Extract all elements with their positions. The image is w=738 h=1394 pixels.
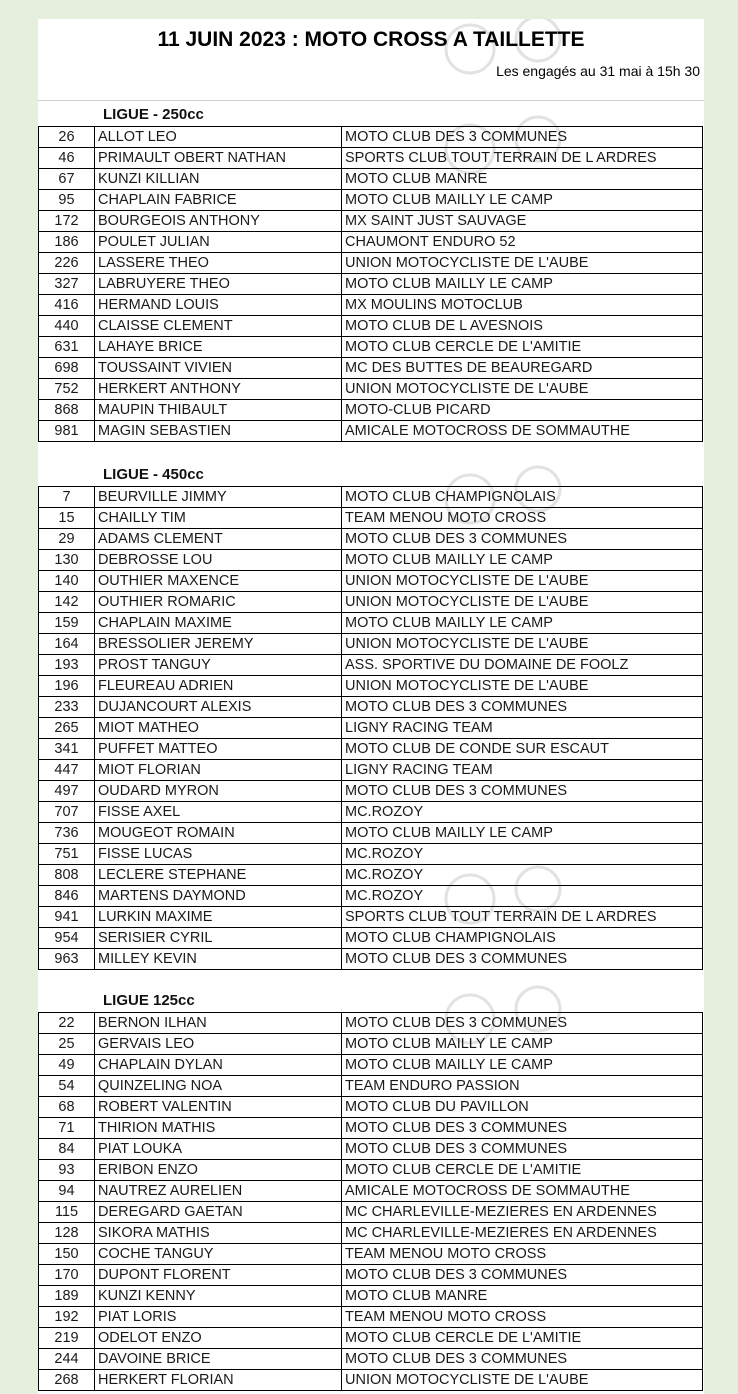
- rider-club: LIGNY RACING TEAM: [342, 760, 703, 781]
- rider-name: DUPONT FLORENT: [95, 1265, 342, 1286]
- rider-club: UNION MOTOCYCLISTE DE L'AUBE: [342, 253, 703, 274]
- rider-name: ODELOT ENZO: [95, 1328, 342, 1349]
- rider-number: 29: [39, 529, 95, 550]
- rider-club: MC.ROZOY: [342, 844, 703, 865]
- entries-table: [38, 486, 703, 970]
- rider-number: 26: [39, 127, 95, 148]
- rider-club: MOTO CLUB DU PAVILLON: [342, 1097, 703, 1118]
- page-title: 11 JUIN 2023 : MOTO CROSS A TAILLETTE: [157, 28, 585, 51]
- table-row: [39, 169, 703, 190]
- rider-number: 95: [39, 190, 95, 211]
- table-row: [39, 1181, 703, 1202]
- rider-club: MOTO CLUB CERCLE DE L'AMITIE: [342, 1328, 703, 1349]
- rider-number: 170: [39, 1265, 95, 1286]
- table-row: [39, 550, 703, 571]
- table-row: [39, 1349, 703, 1370]
- rider-name: ERIBON ENZO: [95, 1160, 342, 1181]
- table-row: [39, 1055, 703, 1076]
- rider-number: 164: [39, 634, 95, 655]
- rider-number: 868: [39, 400, 95, 421]
- rider-number: 93: [39, 1160, 95, 1181]
- rider-name: PUFFET MATTEO: [95, 739, 342, 760]
- rider-number: 7: [39, 487, 95, 508]
- rider-number: 752: [39, 379, 95, 400]
- rider-club: UNION MOTOCYCLISTE DE L'AUBE: [342, 379, 703, 400]
- table-row: [39, 1202, 703, 1223]
- table-row: [39, 337, 703, 358]
- rider-club: MOTO CLUB MAILLY LE CAMP: [342, 1055, 703, 1076]
- table-row: [39, 1013, 703, 1034]
- rider-number: 751: [39, 844, 95, 865]
- section-125cc: [38, 990, 704, 1391]
- rider-name: KUNZI KENNY: [95, 1286, 342, 1307]
- table-row: [39, 907, 703, 928]
- table-row: [39, 697, 703, 718]
- table-row: [39, 1118, 703, 1139]
- rider-club: MOTO CLUB DE L AVESNOIS: [342, 316, 703, 337]
- rider-club: MC CHARLEVILLE-MEZIERES EN ARDENNES: [342, 1202, 703, 1223]
- rider-name: BRESSOLIER JEREMY: [95, 634, 342, 655]
- rider-number: 941: [39, 907, 95, 928]
- rider-name: OUDARD MYRON: [95, 781, 342, 802]
- table-row: [39, 823, 703, 844]
- rider-number: 49: [39, 1055, 95, 1076]
- rider-number: 196: [39, 676, 95, 697]
- table-row: [39, 508, 703, 529]
- table-row: [39, 739, 703, 760]
- divider: [38, 100, 704, 101]
- rider-club: MOTO CLUB MANRE: [342, 169, 703, 190]
- rider-club: MOTO CLUB CHAMPIGNOLAIS: [342, 487, 703, 508]
- rider-number: 25: [39, 1034, 95, 1055]
- rider-club: CHAUMONT ENDURO 52: [342, 232, 703, 253]
- rider-club: LIGNY RACING TEAM: [342, 718, 703, 739]
- rider-number: 94: [39, 1181, 95, 1202]
- rider-club: MOTO CLUB CERCLE DE L'AMITIE: [342, 1160, 703, 1181]
- rider-number: 172: [39, 211, 95, 232]
- table-row: [39, 1139, 703, 1160]
- rider-club: MOTO CLUB MAILLY LE CAMP: [342, 550, 703, 571]
- page-subtitle: Les engagés au 31 mai à 15h 30: [496, 63, 700, 79]
- section-450cc: [38, 464, 704, 970]
- rider-name: MIOT FLORIAN: [95, 760, 342, 781]
- rider-number: 268: [39, 1370, 95, 1391]
- rider-club: SPORTS CLUB TOUT TERRAIN DE L ARDRES: [342, 907, 703, 928]
- rider-club: MOTO CLUB DES 3 COMMUNES: [342, 529, 703, 550]
- table-row: [39, 592, 703, 613]
- rider-name: LECLERE STEPHANE: [95, 865, 342, 886]
- table-row: [39, 1076, 703, 1097]
- entry-list-sheet: [38, 19, 704, 1394]
- rider-number: 707: [39, 802, 95, 823]
- rider-club: MOTO CLUB DES 3 COMMUNES: [342, 1118, 703, 1139]
- table-row: [39, 1265, 703, 1286]
- table-row: [39, 1328, 703, 1349]
- table-row: [39, 676, 703, 697]
- rider-number: 736: [39, 823, 95, 844]
- rider-number: 46: [39, 148, 95, 169]
- table-row: [39, 613, 703, 634]
- rider-number: 219: [39, 1328, 95, 1349]
- rider-club: SPORTS CLUB TOUT TERRAIN DE L ARDRES: [342, 148, 703, 169]
- rider-number: 698: [39, 358, 95, 379]
- rider-name: MOUGEOT ROMAIN: [95, 823, 342, 844]
- rider-number: 193: [39, 655, 95, 676]
- rider-name: DAVOINE BRICE: [95, 1349, 342, 1370]
- rider-number: 341: [39, 739, 95, 760]
- table-row: [39, 295, 703, 316]
- rider-name: MARTENS DAYMOND: [95, 886, 342, 907]
- rider-club: MOTO CLUB DE CONDE SUR ESCAUT: [342, 739, 703, 760]
- rider-club: MOTO CLUB DES 3 COMMUNES: [342, 1265, 703, 1286]
- table-row: [39, 718, 703, 739]
- table-row: [39, 886, 703, 907]
- rider-name: TOUSSAINT VIVIEN: [95, 358, 342, 379]
- rider-name: OUTHIER ROMARIC: [95, 592, 342, 613]
- rider-club: MOTO CLUB DES 3 COMMUNES: [342, 1349, 703, 1370]
- rider-club: TEAM MENOU MOTO CROSS: [342, 508, 703, 529]
- rider-club: MOTO CLUB MAILLY LE CAMP: [342, 823, 703, 844]
- rider-number: 447: [39, 760, 95, 781]
- rider-club: TEAM MENOU MOTO CROSS: [342, 1244, 703, 1265]
- rider-number: 226: [39, 253, 95, 274]
- rider-number: 128: [39, 1223, 95, 1244]
- table-row: [39, 487, 703, 508]
- rider-number: 54: [39, 1076, 95, 1097]
- rider-number: 192: [39, 1307, 95, 1328]
- rider-name: ALLOT LEO: [95, 127, 342, 148]
- table-row: [39, 802, 703, 823]
- rider-club: MC.ROZOY: [342, 865, 703, 886]
- rider-number: 265: [39, 718, 95, 739]
- rider-club: MC DES BUTTES DE BEAUREGARD: [342, 358, 703, 379]
- rider-name: MAUPIN THIBAULT: [95, 400, 342, 421]
- table-row: [39, 190, 703, 211]
- table-row: [39, 1097, 703, 1118]
- rider-number: 130: [39, 550, 95, 571]
- table-row: [39, 211, 703, 232]
- entries-table: [38, 1012, 703, 1391]
- rider-number: 189: [39, 1286, 95, 1307]
- rider-club: MOTO CLUB DES 3 COMMUNES: [342, 1139, 703, 1160]
- table-row: [39, 358, 703, 379]
- rider-name: BERNON ILHAN: [95, 1013, 342, 1034]
- table-row: [39, 400, 703, 421]
- rider-club: MOTO CLUB CERCLE DE L'AMITIE: [342, 337, 703, 358]
- rider-number: 233: [39, 697, 95, 718]
- rider-number: 159: [39, 613, 95, 634]
- rider-club: MOTO CLUB MAILLY LE CAMP: [342, 1034, 703, 1055]
- rider-name: SIKORA MATHIS: [95, 1223, 342, 1244]
- rider-name: CLAISSE CLEMENT: [95, 316, 342, 337]
- rider-club: MOTO CLUB DES 3 COMMUNES: [342, 697, 703, 718]
- section-heading: LIGUE 125cc: [103, 992, 195, 1009]
- table-row: [39, 148, 703, 169]
- table-row: [39, 781, 703, 802]
- rider-number: 963: [39, 949, 95, 970]
- table-row: [39, 1034, 703, 1055]
- rider-club: MOTO CLUB MAILLY LE CAMP: [342, 613, 703, 634]
- rider-number: 150: [39, 1244, 95, 1265]
- rider-name: GERVAIS LEO: [95, 1034, 342, 1055]
- rider-name: DEBROSSE LOU: [95, 550, 342, 571]
- rider-name: FLEUREAU ADRIEN: [95, 676, 342, 697]
- table-row: [39, 316, 703, 337]
- rider-number: 846: [39, 886, 95, 907]
- rider-name: KUNZI KILLIAN: [95, 169, 342, 190]
- rider-name: SERISIER CYRIL: [95, 928, 342, 949]
- table-row: [39, 1244, 703, 1265]
- rider-name: FISSE LUCAS: [95, 844, 342, 865]
- rider-number: 416: [39, 295, 95, 316]
- rider-club: MOTO CLUB DES 3 COMMUNES: [342, 1013, 703, 1034]
- table-row: [39, 844, 703, 865]
- rider-club: AMICALE MOTOCROSS DE SOMMAUTHE: [342, 421, 703, 442]
- rider-name: BEURVILLE JIMMY: [95, 487, 342, 508]
- rider-number: 186: [39, 232, 95, 253]
- rider-number: 981: [39, 421, 95, 442]
- rider-name: CHAILLY TIM: [95, 508, 342, 529]
- section-heading: LIGUE - 250cc: [103, 106, 204, 123]
- rider-name: HERMAND LOUIS: [95, 295, 342, 316]
- rider-name: PROST TANGUY: [95, 655, 342, 676]
- rider-club: MOTO CLUB MANRE: [342, 1286, 703, 1307]
- rider-club: MX SAINT JUST SAUVAGE: [342, 211, 703, 232]
- rider-club: UNION MOTOCYCLISTE DE L'AUBE: [342, 676, 703, 697]
- table-row: [39, 1370, 703, 1391]
- table-row: [39, 949, 703, 970]
- table-row: [39, 127, 703, 148]
- rider-club: TEAM ENDURO PASSION: [342, 1076, 703, 1097]
- table-row: [39, 571, 703, 592]
- entries-table: [38, 126, 703, 442]
- table-row: [39, 232, 703, 253]
- table-row: [39, 634, 703, 655]
- table-row: [39, 1160, 703, 1181]
- rider-club: UNION MOTOCYCLISTE DE L'AUBE: [342, 1370, 703, 1391]
- rider-number: 631: [39, 337, 95, 358]
- rider-number: 71: [39, 1118, 95, 1139]
- rider-name: DEREGARD GAETAN: [95, 1202, 342, 1223]
- rider-name: CHAPLAIN DYLAN: [95, 1055, 342, 1076]
- table-row: [39, 421, 703, 442]
- rider-name: OUTHIER MAXENCE: [95, 571, 342, 592]
- rider-club: MC.ROZOY: [342, 886, 703, 907]
- rider-name: ADAMS CLEMENT: [95, 529, 342, 550]
- table-row: [39, 655, 703, 676]
- rider-number: 440: [39, 316, 95, 337]
- rider-name: CHAPLAIN FABRICE: [95, 190, 342, 211]
- rider-number: 497: [39, 781, 95, 802]
- rider-club: MOTO CLUB DES 3 COMMUNES: [342, 781, 703, 802]
- rider-number: 140: [39, 571, 95, 592]
- rider-club: UNION MOTOCYCLISTE DE L'AUBE: [342, 571, 703, 592]
- section-250cc: [38, 104, 704, 442]
- rider-name: FISSE AXEL: [95, 802, 342, 823]
- rider-name: HERKERT FLORIAN: [95, 1370, 342, 1391]
- rider-name: LAHAYE BRICE: [95, 337, 342, 358]
- rider-name: MILLEY KEVIN: [95, 949, 342, 970]
- rider-number: 142: [39, 592, 95, 613]
- rider-name: ROBERT VALENTIN: [95, 1097, 342, 1118]
- rider-name: QUINZELING NOA: [95, 1076, 342, 1097]
- rider-number: 115: [39, 1202, 95, 1223]
- rider-club: UNION MOTOCYCLISTE DE L'AUBE: [342, 634, 703, 655]
- rider-club: UNION MOTOCYCLISTE DE L'AUBE: [342, 592, 703, 613]
- table-row: [39, 253, 703, 274]
- rider-club: AMICALE MOTOCROSS DE SOMMAUTHE: [342, 1181, 703, 1202]
- rider-number: 22: [39, 1013, 95, 1034]
- table-row: [39, 1223, 703, 1244]
- table-row: [39, 928, 703, 949]
- rider-number: 808: [39, 865, 95, 886]
- section-heading: LIGUE - 450cc: [103, 466, 204, 483]
- rider-number: 954: [39, 928, 95, 949]
- rider-club: MOTO-CLUB PICARD: [342, 400, 703, 421]
- rider-club: MC.ROZOY: [342, 802, 703, 823]
- rider-club: MC CHARLEVILLE-MEZIERES EN ARDENNES: [342, 1223, 703, 1244]
- rider-club: MX MOULINS MOTOCLUB: [342, 295, 703, 316]
- table-row: [39, 379, 703, 400]
- rider-number: 84: [39, 1139, 95, 1160]
- rider-name: THIRION MATHIS: [95, 1118, 342, 1139]
- rider-number: 327: [39, 274, 95, 295]
- rider-club: MOTO CLUB CHAMPIGNOLAIS: [342, 928, 703, 949]
- rider-name: BOURGEOIS ANTHONY: [95, 211, 342, 232]
- rider-number: 67: [39, 169, 95, 190]
- rider-club: ASS. SPORTIVE DU DOMAINE DE FOOLZ: [342, 655, 703, 676]
- rider-club: MOTO CLUB DES 3 COMMUNES: [342, 127, 703, 148]
- rider-name: POULET JULIAN: [95, 232, 342, 253]
- rider-number: 68: [39, 1097, 95, 1118]
- rider-name: LASSERE THEO: [95, 253, 342, 274]
- rider-club: MOTO CLUB DES 3 COMMUNES: [342, 949, 703, 970]
- rider-name: MIOT MATHEO: [95, 718, 342, 739]
- table-row: [39, 865, 703, 886]
- rider-number: 244: [39, 1349, 95, 1370]
- table-row: [39, 529, 703, 550]
- rider-name: PIAT LORIS: [95, 1307, 342, 1328]
- rider-name: DUJANCOURT ALEXIS: [95, 697, 342, 718]
- rider-name: LURKIN MAXIME: [95, 907, 342, 928]
- table-row: [39, 760, 703, 781]
- rider-name: HERKERT ANTHONY: [95, 379, 342, 400]
- rider-name: COCHE TANGUY: [95, 1244, 342, 1265]
- table-row: [39, 1286, 703, 1307]
- rider-number: 15: [39, 508, 95, 529]
- rider-club: MOTO CLUB MAILLY LE CAMP: [342, 190, 703, 211]
- rider-name: NAUTREZ AURELIEN: [95, 1181, 342, 1202]
- rider-name: PRIMAULT OBERT NATHAN: [95, 148, 342, 169]
- rider-name: PIAT LOUKA: [95, 1139, 342, 1160]
- rider-name: LABRUYERE THEO: [95, 274, 342, 295]
- table-row: [39, 274, 703, 295]
- rider-club: TEAM MENOU MOTO CROSS: [342, 1307, 703, 1328]
- rider-name: MAGIN SEBASTIEN: [95, 421, 342, 442]
- rider-club: MOTO CLUB MAILLY LE CAMP: [342, 274, 703, 295]
- rider-name: CHAPLAIN MAXIME: [95, 613, 342, 634]
- table-row: [39, 1307, 703, 1328]
